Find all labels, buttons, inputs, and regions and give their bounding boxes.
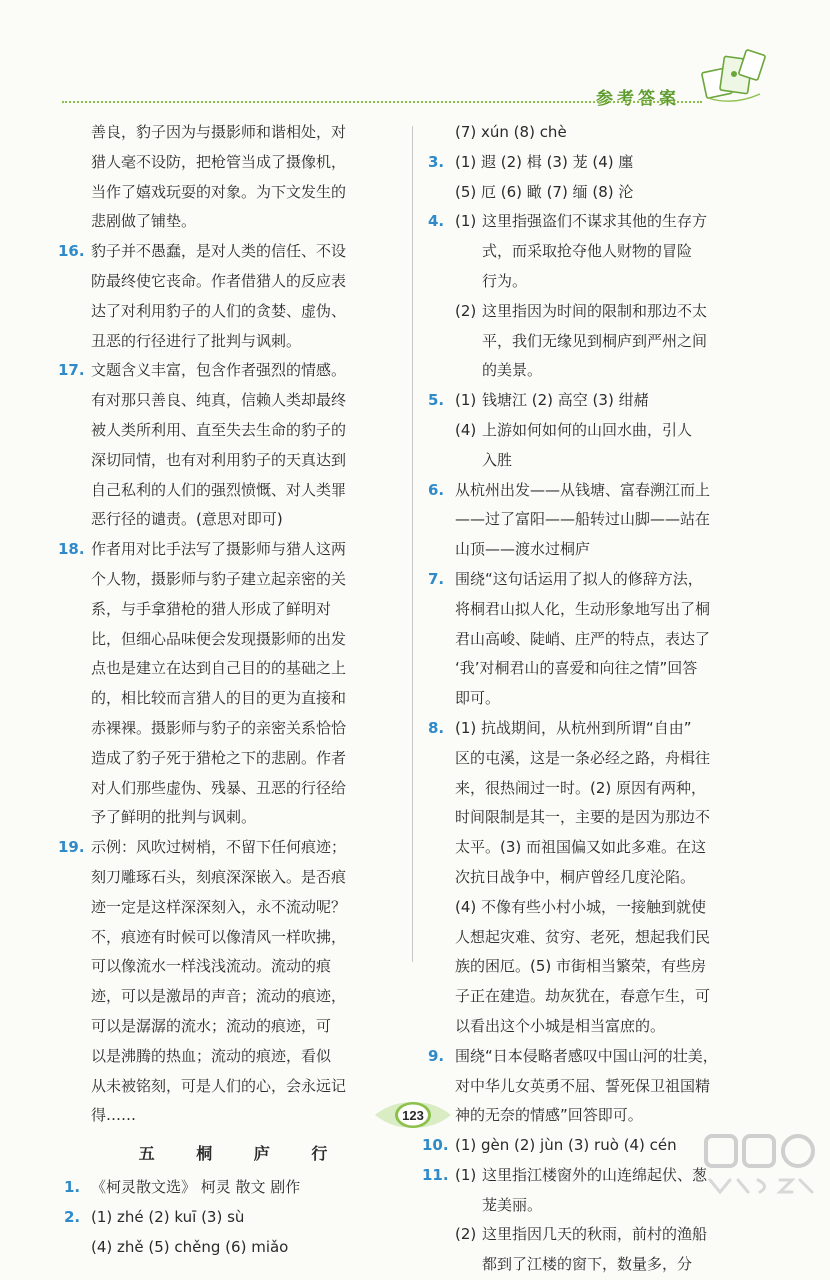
answer-line: 来，很热闹过一时。(2) 原因有两种，	[455, 778, 707, 797]
books-illustration-icon	[698, 48, 768, 104]
header-dotted-rule	[62, 101, 702, 103]
answer-line: 自己私利的人们的强烈愤慨、对人类罪	[91, 480, 347, 499]
answer-line: 围绕“这句话运用了拟人的修辞方法，	[455, 569, 703, 588]
answer-line: (5) 厄 (6) 瞰 (7) 缅 (8) 沦	[455, 182, 634, 201]
answer-line: 有对那只善良、纯真，信赖人类却最终	[91, 391, 347, 410]
answer-item	[58, 1203, 408, 1263]
answer-item	[58, 356, 408, 535]
answer-line: 的，相比较而言猎人的目的更为直接和	[91, 689, 347, 708]
answer-item	[422, 565, 772, 714]
answer-line: 的美景。	[482, 361, 543, 380]
answer-item	[422, 207, 772, 386]
question-number: 1.	[64, 1178, 81, 1197]
answer-line: 达了对利用豹子的人们的贪婪、虚伪、	[91, 301, 347, 320]
answer-line: (1) 抗战期间，从杭州到所谓“自由”	[455, 718, 692, 737]
answer-line: 不，痕迹有时候可以像清风一样吹拂，	[91, 927, 347, 946]
answer-line: 得……	[91, 1106, 137, 1125]
answer-line: 丑恶的行径进行了批判与讽刺。	[91, 331, 302, 350]
column-divider	[412, 126, 413, 962]
question-number: 11.	[422, 1165, 449, 1184]
answer-line: 可以像流水一样浅浅流动。流动的痕	[91, 957, 332, 976]
answer-line: 善良，豹子因为与摄影师和谐相处，对	[91, 123, 347, 141]
continued-answer	[58, 118, 408, 237]
question-number: 10.	[422, 1136, 449, 1155]
answer-line: 恶行径的谴责。(意思对即可)	[91, 510, 283, 529]
answer-line: 作者用对比手法写了摄影师与猎人这两	[91, 540, 347, 559]
answer-line: 山顶——渡水过桐庐	[455, 540, 591, 559]
answer-line: 《柯灵散文选》 柯灵 散文 剧作	[91, 1178, 301, 1197]
answer-line: 神的无奈的情感”回答即可。	[455, 1106, 643, 1125]
header-title: 参考答案	[596, 89, 680, 109]
answer-line: 可以是潺潺的流水；流动的痕迹，可	[91, 1016, 332, 1035]
sub-answer	[455, 207, 772, 296]
answer-line: 这里指强盗们不谋求其他的生存方	[482, 212, 708, 231]
answer-line: ——过了富阳——船转过山脚——站在	[455, 510, 711, 529]
answer-line: 这里指因几天的秋雨，前村的渔船	[482, 1225, 708, 1244]
answer-line: 钱塘江 (2) 高空 (3) 绀赭	[482, 391, 649, 410]
answer-line: 赤裸裸。摄影师与豹子的亲密关系恰恰	[91, 718, 347, 737]
answer-line: 式，而采取抢夺他人财物的冒险	[482, 242, 693, 261]
answer-line: 上游如何如何的山回水曲，引人	[482, 420, 693, 439]
answer-line: 防最终使它丧命。作者借猎人的反应表	[91, 271, 347, 290]
answer-line: 迹一定是这样深深刻入，永不流动呢？	[91, 897, 347, 916]
answer-line: 人想起灾难、贫穷、老死，想起我们民	[455, 927, 711, 946]
answer-line: 系，与手拿猎枪的猎人形成了鲜明对	[91, 599, 332, 618]
answer-line: 这里指因为时间的限制和那边不太	[482, 301, 708, 320]
answer-line: 个人物，摄影师与豹子建立起亲密的关	[91, 569, 347, 588]
answer-line: 入胜	[482, 450, 513, 469]
question-number: 8.	[428, 718, 445, 737]
question-number: 2.	[64, 1207, 81, 1226]
answer-line: 对中华儿女英勇不屈、誓死保卫祖国精	[455, 1076, 711, 1095]
answer-line: (1) 遐 (2) 楫 (3) 茏 (4) 廛	[455, 152, 634, 171]
answer-line: 示例：风吹过树梢，不留下任何痕迹；	[91, 838, 347, 857]
left-column	[58, 118, 408, 1262]
answer-line: 平，我们无缘见到桐庐到严州之间	[482, 331, 708, 350]
question-number: 3.	[428, 152, 445, 171]
answer-item	[58, 237, 408, 356]
answer-line: (1) zhé (2) kuī (3) sù	[91, 1207, 245, 1226]
answer-line: (1) gèn (2) jùn (3) ruò (4) cén	[455, 1136, 677, 1155]
answer-item	[58, 535, 408, 833]
question-number: 7.	[428, 569, 445, 588]
answer-item	[422, 1042, 772, 1131]
question-number: 19.	[58, 838, 85, 857]
watermark-logo-icon	[700, 1130, 825, 1198]
answer-line: 当作了嬉戏玩耍的对象。为下文发生的	[91, 182, 347, 201]
answer-item	[422, 148, 772, 208]
sub-answer	[455, 1220, 772, 1280]
answer-item	[422, 714, 772, 1042]
sub-answer-label: (4)	[455, 420, 477, 439]
sub-answer-label: (2)	[455, 1225, 477, 1244]
answer-line: 以是沸腾的热血；流动的痕迹，看似	[91, 1046, 332, 1065]
answer-line: 被人类所利用、直至失去生命的豹子的	[91, 420, 347, 439]
answer-line: 区的屯溪，这是一条必经之路，舟楫往	[455, 748, 711, 767]
answer-line: 行为。	[482, 271, 528, 290]
answer-line: 豹子并不愚蠢，是对人类的信任、不设	[91, 242, 347, 261]
answer-line: 点也是建立在达到自己目的的基础之上	[91, 659, 347, 678]
right-column	[422, 118, 772, 1280]
answer-line: 从杭州出发——从钱塘、富春溯江而上	[455, 480, 711, 499]
sub-answer	[455, 386, 772, 416]
answer-line: (4) 不像有些小村小城，一接触到就使	[455, 897, 707, 916]
answer-item	[422, 386, 772, 475]
sub-answer-label: (2)	[455, 301, 477, 320]
answer-line: 对人们那些虚伪、残暴、丑恶的行径给	[91, 778, 347, 797]
answer-line: 都到了江楼的窗下，数量多，分	[482, 1255, 693, 1274]
answer-line: 这里指江楼窗外的山连绵起伏、葱	[482, 1165, 708, 1184]
answer-line: 比，但细心品味便会发现摄影师的出发	[91, 629, 347, 648]
answer-line: (7) xún (8) chè	[455, 123, 567, 141]
page-number: 123	[402, 1108, 424, 1123]
answer-line: 即可。	[455, 689, 501, 708]
answer-line: 悲剧做了铺垫。	[91, 212, 197, 231]
sub-answer	[455, 416, 772, 476]
question-number: 18.	[58, 540, 85, 559]
answer-line: 太平。(3) 而祖国偏又如此多难。在这	[455, 838, 707, 857]
section-title: 五 桐 庐 行	[138, 1144, 346, 1164]
answer-line: 茏美丽。	[482, 1195, 543, 1214]
answer-line: 予了鲜明的批判与讽刺。	[91, 808, 257, 827]
answer-line: 深切同情，也有对利用豹子的天真达到	[91, 450, 347, 469]
answer-line: 从未被铭刻，可是人们的心，会永远记	[91, 1076, 347, 1095]
sub-answer	[455, 297, 772, 386]
answer-line: 猎人毫不设防，把枪管当成了摄像机，	[91, 152, 347, 171]
question-number: 5.	[428, 391, 445, 410]
question-number: 16.	[58, 242, 85, 261]
answer-line: 君山高峻、陡峭、庄严的特点，表达了	[455, 629, 711, 648]
question-number: 17.	[58, 361, 85, 380]
answer-item	[422, 476, 772, 565]
answer-line: 迹，可以是激昂的声音；流动的痕迹，	[91, 987, 347, 1006]
sub-answer-label: (1)	[455, 212, 477, 231]
answer-line: 将桐君山拟人化，生动形象地写出了桐	[455, 599, 711, 618]
answer-line: (4) zhě (5) chěng (6) miǎo	[91, 1237, 289, 1256]
sub-answer-label: (1)	[455, 1165, 477, 1184]
continued-answer	[422, 118, 772, 148]
answer-line: ‘我’对桐君山的喜爱和向往之情”回答	[455, 659, 698, 678]
answer-line: 围绕“日本侵略者感叹中国山河的壮美，	[455, 1046, 718, 1065]
question-number: 9.	[428, 1046, 445, 1065]
sub-answer-label: (1)	[455, 391, 477, 410]
answer-item	[58, 833, 408, 1131]
answer-line: 时间限制是其一，主要的是因为那边不	[455, 808, 711, 827]
question-number: 6.	[428, 480, 445, 499]
answer-line: 刻刀雕琢石头，刻痕深深嵌入。是否痕	[91, 867, 347, 886]
question-number: 4.	[428, 212, 445, 231]
page-number-badge	[373, 1096, 453, 1134]
answer-line: 族的困厄。(5) 市街相当繁荣，有些房	[455, 957, 707, 976]
page-header	[0, 0, 830, 118]
answer-line: 造成了豹子死于猎枪之下的悲剧。作者	[91, 748, 347, 767]
answer-line: 文题含义丰富，包含作者强烈的情感。	[91, 361, 347, 380]
answer-item	[58, 1173, 408, 1203]
answer-line: 子正在建造。劫灰犹在，春意乍生，可	[455, 987, 711, 1006]
answer-line: 次抗日战争中，桐庐曾经几度沦陷。	[455, 867, 696, 886]
answer-line: 以看出这个小城是相当富庶的。	[455, 1016, 666, 1035]
